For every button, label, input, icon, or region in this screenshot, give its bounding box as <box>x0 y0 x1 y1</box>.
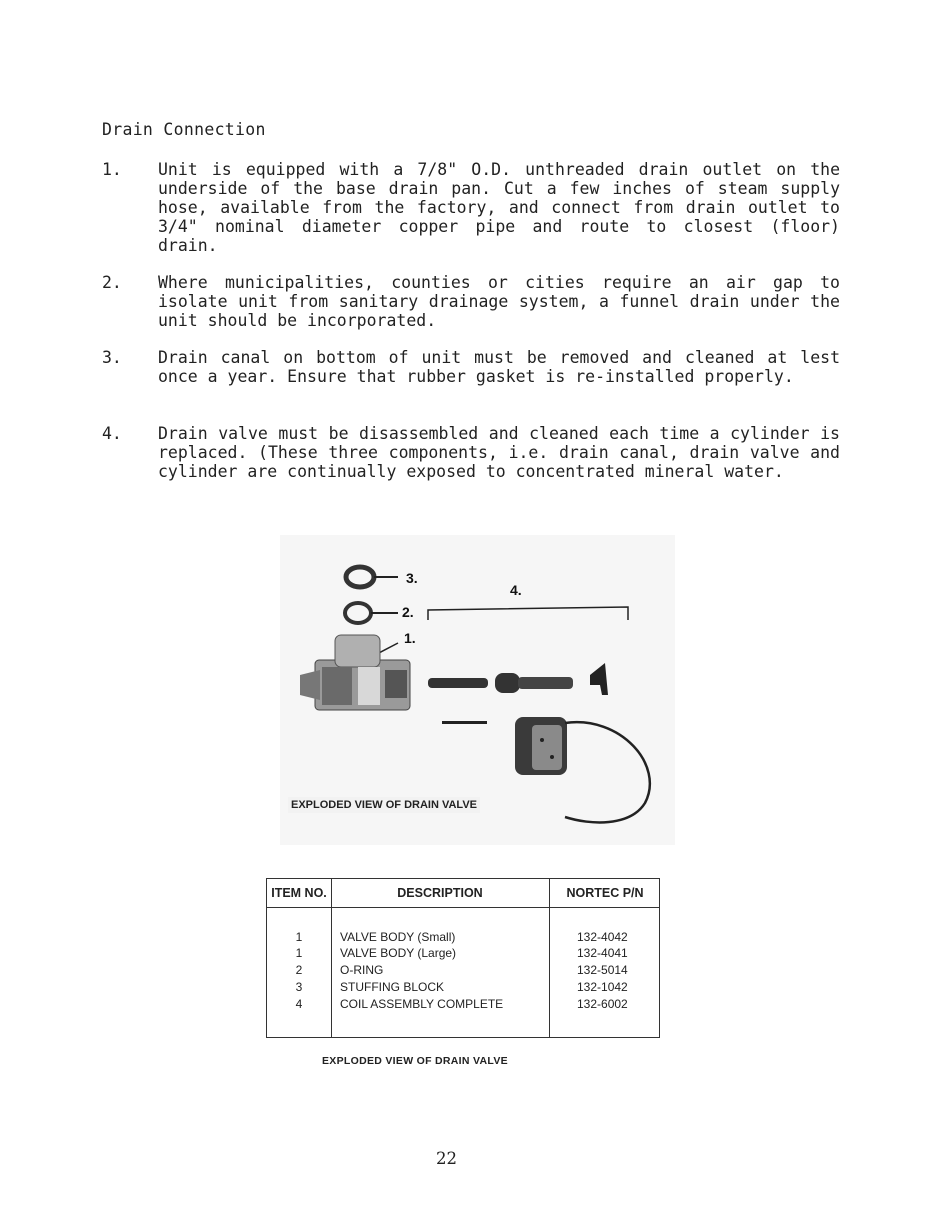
table-row <box>267 962 659 979</box>
parts-table <box>266 878 660 1038</box>
cell-part-number: 132-1042 <box>577 980 628 994</box>
table-row <box>267 929 659 946</box>
cell-description: VALVE BODY (Small) <box>340 930 456 944</box>
callout-2: 2. <box>402 604 414 620</box>
page-number: 22 <box>436 1149 457 1168</box>
cell-part-number: 132-4042 <box>577 930 628 944</box>
cell-description: COIL ASSEMBLY COMPLETE <box>340 997 504 1011</box>
callout-4: 4. <box>510 582 522 598</box>
list-item-text: Unit is equipped with a 7/8" O.D. unthreaded drain outlet on the underside of the base drain pan. Cut a few inches of steam supply hose, available from the factory, and connect from drain outlet to 3/4" nominal diameter copper pipe and route to closest (floor) drain. <box>158 160 840 255</box>
exploded-view-photo <box>280 535 675 845</box>
callout-3: 3. <box>406 570 418 586</box>
cell-item: 3 <box>295 980 303 994</box>
list-item-text: Drain canal on bottom of unit must be removed and cleaned at lest once a year. Ensure that rubber gasket is re-installed properly. <box>158 348 840 386</box>
photo-caption: EXPLODED VIEW OF DRAIN VALVE <box>288 797 480 813</box>
section-heading: Drain Connection <box>102 120 266 139</box>
list-item-number: 1. <box>102 160 122 179</box>
plunger-icon <box>495 673 573 693</box>
callout-1: 1. <box>404 630 416 646</box>
cell-description: VALVE BODY (Large) <box>340 946 457 960</box>
o-ring-top-icon <box>346 567 374 587</box>
list-item-number: 4. <box>102 424 122 443</box>
stuffing-block-icon <box>428 678 488 688</box>
list-item-text: Drain valve must be disassembled and cleaned each time a cylinder is replaced. (These three components, i.e. drain canal, drain valve and cylinder are continually exposed to concentrated mineral water. <box>158 424 840 481</box>
list-item-text: Where municipalities, counties or cities require an air gap to isolate unit from sanitary drainage system, a funnel drain under the unit should be incorporated. <box>158 273 840 330</box>
table-row <box>267 996 659 1013</box>
cell-part-number: 132-4041 <box>577 946 628 960</box>
cell-part-number: 132-5014 <box>577 963 628 977</box>
cell-item: 1 <box>295 930 303 944</box>
table-row <box>267 945 659 962</box>
cell-description: STUFFING BLOCK <box>340 980 445 994</box>
list-item-number: 3. <box>102 348 122 367</box>
table-caption: EXPLODED VIEW OF DRAIN VALVE <box>322 1055 508 1067</box>
cell-description: O-RING <box>340 963 384 977</box>
valve-body-icon <box>300 635 410 710</box>
cell-item: 2 <box>295 963 303 977</box>
header-description: DESCRIPTION <box>397 886 483 900</box>
header-item-no: ITEM NO. <box>271 886 327 900</box>
end-piece-icon <box>590 663 608 695</box>
list-item-number: 2. <box>102 273 122 292</box>
coil-assembly-icon <box>515 717 650 822</box>
cell-part-number: 132-6002 <box>577 997 628 1011</box>
cell-item: 1 <box>295 946 303 960</box>
table-row <box>267 979 659 996</box>
header-part-number: NORTEC P/N <box>566 886 644 900</box>
cell-item: 4 <box>295 997 303 1011</box>
o-ring-bottom-icon <box>345 603 371 623</box>
